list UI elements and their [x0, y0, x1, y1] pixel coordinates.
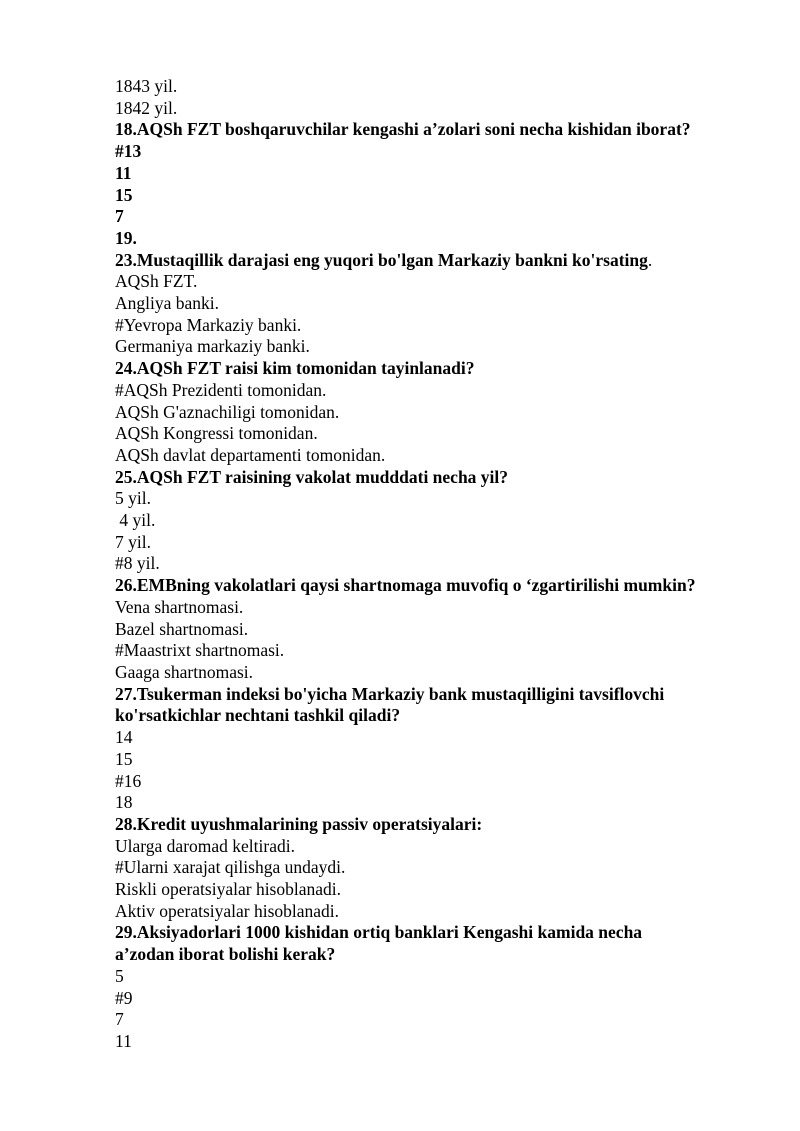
question-line: 19.: [115, 227, 137, 248]
question-line: [115, 250, 765, 272]
answer-line: #Yevropa Markaziy banki.: [115, 314, 302, 335]
question-line: 26.EMBning vakolatlari qaysi shartnomaga muvofiq o ‘zgartirilishi mumkin?: [115, 575, 696, 596]
question-line: a’zodan iborat bolishi kerak?: [115, 944, 336, 965]
answer-line: 11: [115, 1030, 132, 1051]
answer-line: AQSh FZT.: [115, 271, 198, 292]
question-line: 18.AQSh FZT boshqaruvchilar kengashi a’zolari soni necha kishidan iborat?: [115, 119, 691, 140]
answer-line: #Maastrixt shartnomasi.: [115, 640, 285, 661]
answer-line: Gaaga shartnomasi.: [115, 661, 254, 682]
answer-line: #AQSh Prezidenti tomonidan.: [115, 379, 327, 400]
answer-line: 15: [115, 184, 133, 205]
answer-line: Angliya banki.: [115, 293, 220, 314]
document-page: [115, 76, 765, 1053]
answer-line: 5 yil.: [115, 488, 151, 509]
answer-line: #16: [115, 770, 142, 791]
question-line: 29.Aksiyadorlari 1000 kishidan ortiq banklari Kengashi kamida necha: [115, 922, 643, 943]
question-line: 24.AQSh FZT raisi kim tomonidan tayinlanadi?: [115, 358, 475, 379]
answer-line: 18: [115, 792, 133, 813]
answer-line: #13: [115, 141, 142, 162]
answer-line: 1842 yil.: [115, 97, 178, 118]
answer-line: #9: [115, 987, 133, 1008]
answer-line: AQSh davlat departamenti tomonidan.: [115, 444, 386, 465]
answer-line: AQSh Kongressi tomonidan.: [115, 423, 318, 444]
answer-line: Aktiv operatsiyalar hisoblanadi.: [115, 900, 340, 921]
answer-line: Riskli operatsiyalar hisoblanadi.: [115, 879, 341, 900]
answer-line: Ularga daromad keltiradi.: [115, 835, 295, 856]
answer-line: AQSh G'aznachiligi tomonidan.: [115, 401, 340, 422]
answer-line: 1843 yil.: [115, 76, 178, 96]
question-line: 25.AQSh FZT raisining vakolat mudddati necha yil?: [115, 466, 509, 487]
answer-line: 14: [115, 727, 133, 748]
answer-line: Bazel shartnomasi.: [115, 618, 249, 639]
answer-line: 11: [115, 162, 132, 183]
answer-line: Germaniya markaziy banki.: [115, 336, 310, 357]
answer-line: Vena shartnomasi.: [115, 596, 244, 617]
question-line: 28.Kredit uyushmalarining passiv operatsiyalari:: [115, 813, 483, 834]
question-line: 27.Tsukerman indeksi bo'yicha Markaziy bank mustaqilligini tavsiflovchi: [115, 683, 665, 704]
answer-line: 4 yil.: [115, 510, 156, 531]
answer-line: #8 yil.: [115, 553, 160, 574]
answer-line: 7: [115, 1009, 124, 1030]
answer-line: 7: [115, 206, 124, 227]
answer-line: #Ularni xarajat qilishga undaydi.: [115, 857, 346, 878]
answer-line: 15: [115, 748, 133, 769]
answer-line: 5: [115, 965, 124, 986]
question-trailing-period: .: [647, 249, 653, 270]
question-line: ko'rsatkichlar nechtani tashkil qiladi?: [115, 705, 401, 726]
answer-line: 7 yil.: [115, 531, 151, 552]
question-text: 23.Mustaqillik darajasi eng yuqori bo'lgan Markaziy bankni ko'rsating: [115, 249, 648, 270]
